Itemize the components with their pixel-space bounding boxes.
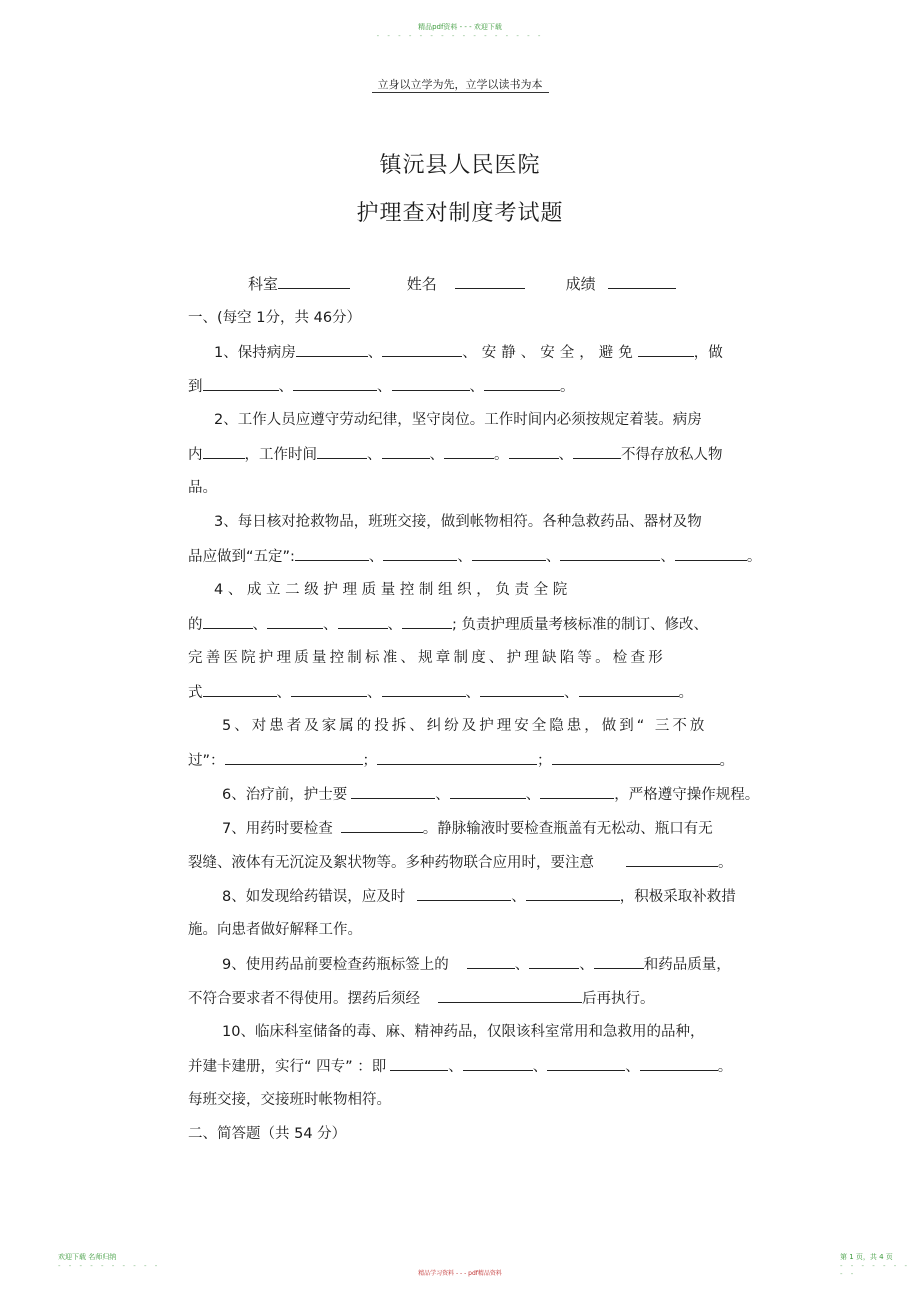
q4-blank[interactable]	[382, 682, 466, 697]
q1-text-c: 、安静、安全，避免	[462, 345, 638, 361]
page-indicator	[840, 1252, 920, 1278]
q5-end: 。	[719, 753, 735, 769]
q3-text-a: 品应做到“五定”:	[188, 549, 295, 565]
q10-sep: 、	[532, 1059, 548, 1075]
q5-blank[interactable]	[552, 750, 720, 765]
q1-sep: 、	[367, 345, 383, 361]
score-label: 成绩	[565, 275, 596, 293]
q4-line2	[188, 614, 788, 635]
q1-blank[interactable]	[484, 376, 560, 391]
score-field	[566, 273, 676, 294]
q2-sep: 、	[558, 447, 573, 463]
q1-sep: 、	[278, 379, 293, 395]
q1-text-d: ，做	[693, 345, 723, 361]
q7-text-a: 7、用药时要检查	[222, 821, 333, 837]
q6-sep: 、	[525, 787, 541, 803]
q4-text-b: ; 负责护理质量考核标准的制订、修改、	[452, 617, 708, 633]
q2-text-c: 。	[494, 447, 509, 463]
dept-field	[248, 273, 350, 294]
q7-text-c: 裂缝、液体有无沉淀及絮状物等。多种药物联合应用时，要注意	[188, 855, 594, 871]
q2-text-a: 内	[188, 447, 203, 463]
q1-line1	[214, 342, 788, 363]
q1-line2-text: 到	[188, 379, 203, 395]
q5-line2	[188, 750, 788, 771]
q4-blank[interactable]	[480, 682, 564, 697]
exam-title: 护理查对制度考试题	[356, 201, 564, 226]
q3-end: 。	[746, 549, 762, 565]
q7-blank[interactable]	[626, 852, 718, 867]
q5-blank[interactable]	[377, 750, 537, 765]
q3-sep: 、	[660, 549, 675, 565]
q10-blank[interactable]	[390, 1056, 448, 1071]
q5-line1: 5、对患者及家属的投拆、纠纷及护理安全隐患，做到“ 三不放	[222, 718, 708, 734]
q7-text-b: 。静脉输液时要检查瓶盖有无松动、瓶口有无	[422, 821, 713, 837]
section1-heading: 一、(每空 1分，共 46分）	[188, 310, 362, 326]
q2-text-d: 不得存放私人物	[621, 447, 723, 463]
q9-text-c: 不符合要求者不得使用。摆药后须经	[188, 991, 420, 1007]
q4-blank[interactable]	[291, 682, 367, 697]
q1-sep: 、	[377, 379, 392, 395]
q4-sep: 、	[252, 617, 267, 633]
q2-text-b: ，工作时间	[244, 447, 317, 463]
name-field	[407, 273, 525, 294]
page-number-text: 第 1 页，共 4 页	[840, 1253, 893, 1261]
q2-blank[interactable]	[444, 444, 494, 459]
q4-sep: 、	[367, 685, 382, 701]
q1-blank[interactable]	[293, 376, 377, 391]
bottom-left-dots: - - - - - - - - - -	[58, 1262, 161, 1270]
q4-blank[interactable]	[402, 614, 452, 629]
q1-blank[interactable]	[638, 342, 694, 357]
q4-line1: 4 、 成 立 二 级 护 理 质 量 控 制 组 织 ， 负 责 全 院	[214, 582, 568, 598]
q10-sep: 、	[625, 1059, 640, 1075]
q3-line2	[188, 546, 788, 567]
q1-blank[interactable]	[296, 342, 368, 357]
q4-blank[interactable]	[203, 682, 277, 697]
q7-line1	[222, 818, 788, 839]
section2-heading: 二、简答题（共 54 分）	[188, 1126, 347, 1142]
dept-label: 科室	[248, 275, 279, 293]
top-watermark-text: 精品pdf资料 - - - 欢迎下载	[418, 23, 502, 31]
q8-blank[interactable]	[526, 886, 620, 901]
bottom-center-watermark: 精品学习资料 - - - pdf精品资料	[418, 1270, 502, 1277]
header-fields	[248, 273, 676, 294]
q2-blank[interactable]	[509, 444, 559, 459]
q4-sep: 、	[564, 685, 579, 701]
q10-sep: 、	[448, 1059, 463, 1075]
q6-blank[interactable]	[351, 784, 435, 799]
q1-blank[interactable]	[203, 376, 279, 391]
q4-end: 。	[678, 685, 693, 701]
q7-blank[interactable]	[341, 818, 423, 833]
q1-blank[interactable]	[382, 342, 462, 357]
q7-line2	[188, 852, 788, 873]
q4-text-c: 式	[188, 685, 203, 701]
q1-blank[interactable]	[392, 376, 470, 391]
q9-line2	[188, 988, 788, 1009]
q8-line2: 施。向患者做好解释工作。	[188, 922, 362, 938]
q8-text-b: ，积极采取补救措	[619, 889, 736, 905]
q9-blank[interactable]	[529, 954, 579, 969]
q2-sep: 、	[429, 447, 444, 463]
q3-line1: 3、每日核对抢救物品，班班交接，做到帐物相符。各种急救药品、器材及物	[214, 514, 702, 530]
q6-blank[interactable]	[540, 784, 614, 799]
motto-header	[0, 76, 920, 92]
q4-sep: 、	[465, 685, 480, 701]
q5-semi: ；	[537, 753, 552, 769]
q4-blank[interactable]	[338, 614, 388, 629]
q9-blank[interactable]	[438, 988, 582, 1003]
q6-text-a: 6、治疗前，护士要	[222, 787, 348, 803]
q4-blank[interactable]	[267, 614, 323, 629]
q4-blank[interactable]	[203, 614, 253, 629]
bottom-right-dots: - - - - - - - - -	[840, 1262, 911, 1278]
q1-end: 。	[560, 379, 575, 395]
q10-blank[interactable]	[463, 1056, 533, 1071]
q4-sep: 、	[387, 617, 402, 633]
q2-blank[interactable]	[573, 444, 621, 459]
score-blank[interactable]	[608, 274, 676, 289]
q8-text-a: 8、如发现给药错误，应及时	[222, 889, 406, 905]
q1-sep: 、	[469, 379, 484, 395]
q10-line1: 10、临床科室储备的毒、麻、精神药品，仅限该科室常用和急救用的品种，	[222, 1024, 705, 1040]
q10-end: 。	[717, 1059, 733, 1075]
q9-blank[interactable]	[594, 954, 644, 969]
q5-text-a: 过”：	[188, 753, 225, 769]
q3-blank[interactable]	[383, 546, 457, 561]
q10-blank[interactable]	[640, 1056, 718, 1071]
q2-blank[interactable]	[317, 444, 367, 459]
q1-line2	[188, 376, 788, 397]
q3-blank[interactable]	[560, 546, 660, 561]
q5-semi: ；	[362, 753, 378, 769]
q9-blank[interactable]	[467, 954, 515, 969]
q4-line4	[188, 682, 788, 703]
q4-sep: 、	[323, 617, 338, 633]
q7-end: 。	[718, 855, 733, 871]
q3-blank[interactable]	[295, 546, 369, 561]
top-watermark-dots: - - - - - - - - - - - - - - - -	[376, 32, 544, 40]
name-blank[interactable]	[455, 274, 525, 289]
q9-text-d: 后再执行。	[582, 991, 655, 1007]
q2-blank[interactable]	[382, 444, 430, 459]
q8-sep: 、	[511, 889, 526, 905]
q6-sep: 、	[435, 787, 450, 803]
q2-blank[interactable]	[203, 444, 245, 459]
q3-blank[interactable]	[472, 546, 546, 561]
q3-sep: 、	[368, 549, 384, 565]
q9-sep: 、	[514, 957, 530, 973]
q9-text-a: 9、使用药品前要检查药瓶标签上的	[222, 957, 449, 973]
q2-sep: 、	[367, 447, 382, 463]
q3-sep: 、	[545, 549, 561, 565]
motto-text: 立身以立学为先，立学以读书为本	[372, 78, 549, 93]
q4-sep: 、	[276, 685, 291, 701]
q4-line3: 完善医院护理质量控制标准、规章制度、护理缺陷等。检查形	[188, 650, 666, 666]
q1-text-a: 1、保持病房	[214, 345, 296, 361]
q10-line3: 每班交接，交接班时帐物相符。	[188, 1092, 391, 1108]
name-label: 姓名	[406, 275, 437, 293]
hospital-title: 镇沅县人民医院	[379, 153, 541, 178]
q6-blank[interactable]	[450, 784, 526, 799]
q9-sep: 、	[579, 957, 594, 973]
bottom-left-text: 欢迎下载 名师归纳	[58, 1253, 117, 1261]
q2-line2	[188, 444, 788, 465]
q9-text-b: 和药品质量，	[643, 957, 731, 973]
q10-line2	[188, 1056, 788, 1077]
q5-blank[interactable]	[225, 750, 363, 765]
q4-text-a: 的	[188, 617, 203, 633]
q2-line3: 品。	[188, 480, 217, 496]
q4-blank[interactable]	[579, 682, 679, 697]
top-watermark	[0, 22, 920, 40]
q10-text-a: 并建卡建册，实行“ 四专” ：即	[188, 1059, 387, 1075]
q3-blank[interactable]	[675, 546, 747, 561]
q9-line1	[222, 954, 788, 975]
q8-blank[interactable]	[417, 886, 511, 901]
q6-text-b: ，严格遵守操作规程。	[614, 787, 760, 803]
q8-line1	[222, 886, 788, 907]
q6-line1	[222, 784, 788, 805]
q2-line1: 2、工作人员应遵守劳动纪律，坚守岗位。工作时间内必须按规定着装。病房	[214, 412, 702, 428]
q10-blank[interactable]	[547, 1056, 625, 1071]
dept-blank[interactable]	[278, 274, 350, 289]
q3-sep: 、	[457, 549, 472, 565]
